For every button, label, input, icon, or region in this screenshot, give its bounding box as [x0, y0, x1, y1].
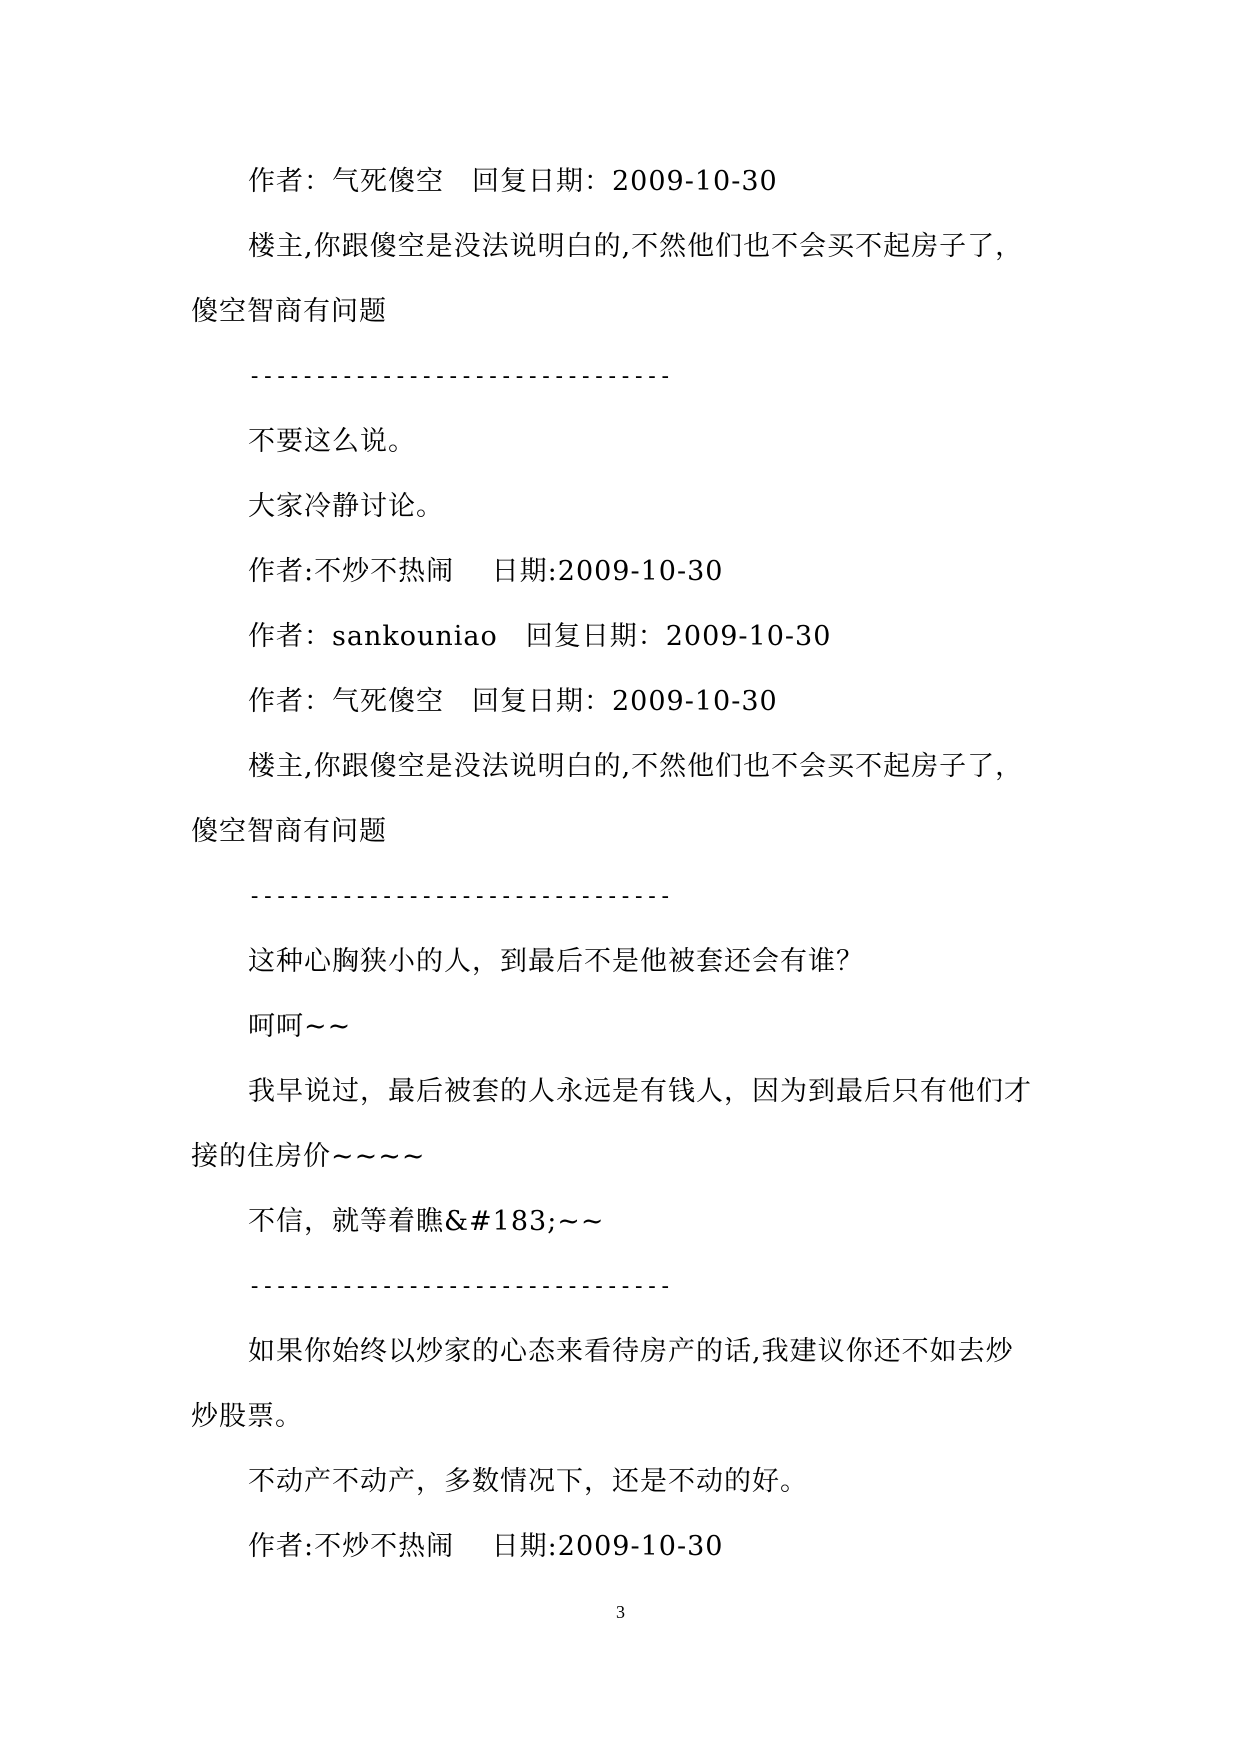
reply-text: 楼主,你跟傻空是没法说明白的,不然他们也不会买不起房子了， [248, 231, 1024, 262]
paragraph: 不信，就等着瞧&#183;~~ [248, 1206, 605, 1237]
reply-header: 作者：气死傻空 回复日期：2009-10-30 [248, 166, 778, 197]
paragraph: 不要这么说。 [248, 426, 416, 457]
paragraph: 呵呵~~ [248, 1011, 352, 1042]
page-number: 3 [616, 1602, 625, 1622]
post-header: 作者:不炒不热闹 日期:2009-10-30 [248, 1531, 724, 1562]
paragraph-continuation: 接的住房价~~~~ [191, 1141, 426, 1172]
reply-header: 作者：sankouniao 回复日期：2009-10-30 [248, 621, 832, 652]
reply-text-continuation: 傻空智商有问题 [191, 296, 387, 327]
reply-header: 作者：气死傻空 回复日期：2009-10-30 [248, 686, 778, 717]
paragraph: 不动产不动产，多数情况下，还是不动的好。 [248, 1466, 808, 1497]
paragraph-continuation: 炒股票。 [191, 1401, 303, 1432]
separator-line: -------------------------------- [248, 1274, 672, 1299]
separator-line: -------------------------------- [248, 884, 672, 909]
separator-line: -------------------------------- [248, 364, 672, 389]
paragraph: 如果你始终以炒家的心态来看待房产的话,我建议你还不如去炒 [248, 1336, 1014, 1367]
paragraph: 我早说过，最后被套的人永远是有钱人，因为到最后只有他们才 [248, 1076, 1032, 1107]
reply-text-continuation: 傻空智商有问题 [191, 816, 387, 847]
paragraph: 大家冷静讨论。 [248, 491, 444, 522]
post-header: 作者:不炒不热闹 日期:2009-10-30 [248, 556, 724, 587]
reply-text: 楼主,你跟傻空是没法说明白的,不然他们也不会买不起房子了， [248, 751, 1024, 782]
paragraph: 这种心胸狭小的人，到最后不是他被套还会有谁？ [248, 946, 864, 977]
